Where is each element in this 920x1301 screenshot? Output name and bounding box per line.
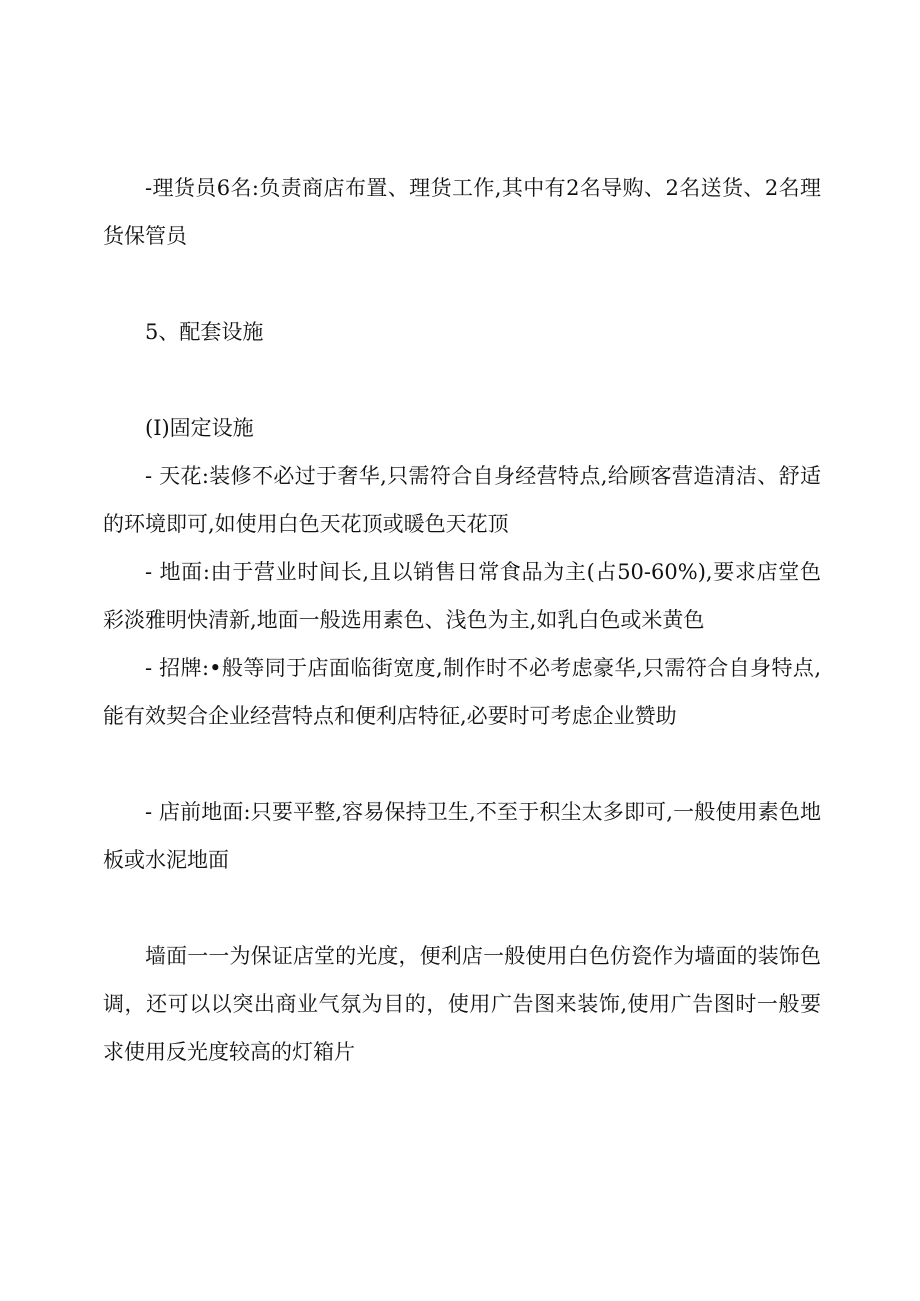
wall-paragraph: 墙面一一为保证店堂的光度，便利店一般使用白色仿瓷作为墙面的装饰色调，还可以以突出商业气氛为目的，使用广告图来装饰,使用广告图时一般要求使用反光度较高的灯箱片 xyxy=(103,944,821,1064)
staff-paragraph: -理货员6名:负责商店布置、理货工作,其中有2名导购、2名送货、2名理货保管员 xyxy=(103,176,821,248)
floor-paragraph: - 地面:由于营业时间长,且以销售日常食品为主(占50-60%),要求店堂色彩淡雅明快清新,地面一般选用素色、浅色为主,如乳白色或米黄色 xyxy=(103,560,821,632)
ceiling-paragraph: - 天花:装修不必过于奢华,只需符合自身经营特点,给顾客营造清洁、舒适的环境即可,如使用白色天花顶或暖色天花顶 xyxy=(103,464,821,536)
storefront-floor-paragraph: - 店前地面:只要平整,容易保持卫生,不至于积尘太多即可,一般使用素色地板或水泥地面 xyxy=(103,800,821,872)
subsection-heading: (I)固定设施 xyxy=(145,416,254,440)
signboard-paragraph: - 招牌:•般等同于店面临街宽度,制作时不必考虑豪华,只需符合自身特点,能有效契合企业经营特点和便利店特征,必要时可考虑企业赞助 xyxy=(103,656,821,728)
section-heading: 5、配套设施 xyxy=(145,320,264,344)
